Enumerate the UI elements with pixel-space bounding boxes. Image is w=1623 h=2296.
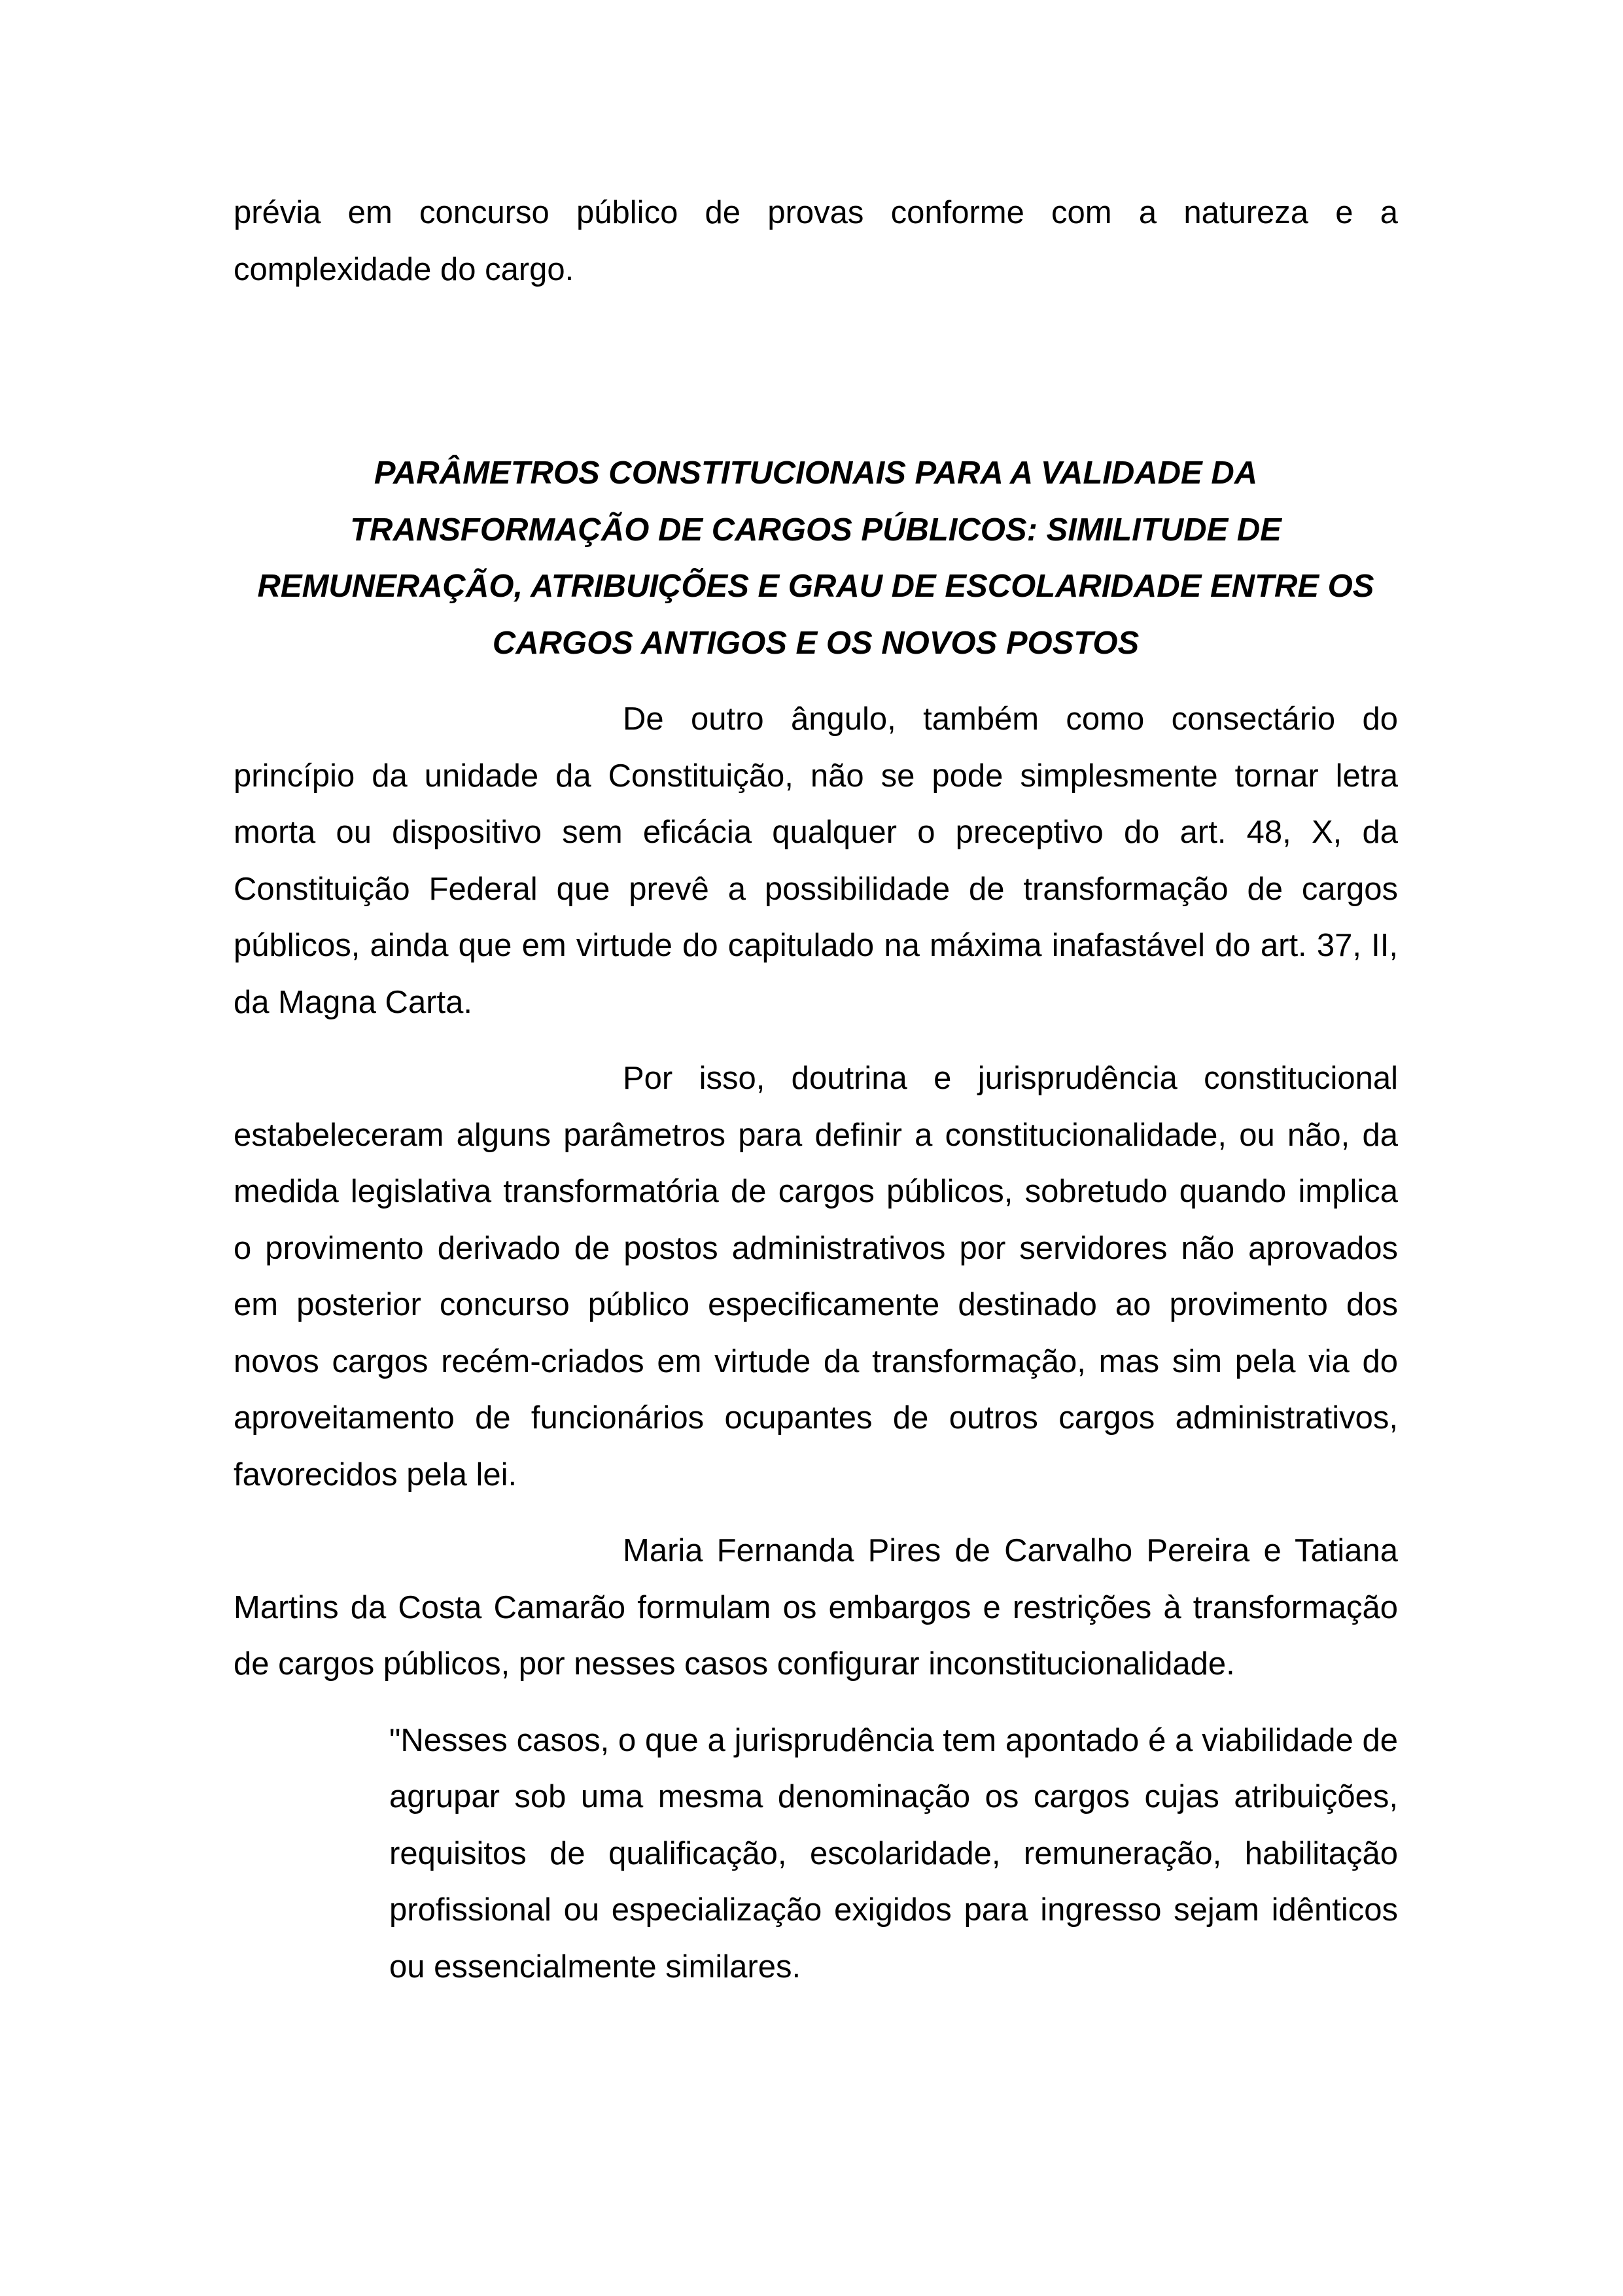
section-heading: PARÂMETROS CONSTITUCIONAIS PARA A VALIDADE DA TRANSFORMAÇÃO DE CARGOS PÚBLICOS: SIMILITUDE DE REMUNERAÇÃO, ATRIBUIÇÕES E GRAU DE ESCOLARIDADE ENTRE OS CARGOS ANTIGOS E OS NOVOS POSTOS (257, 455, 1374, 661)
block-quote: "Nesses casos, o que a jurisprudência tem apontado é a viabilidade de agrupar sob uma mesma denominação os cargos cujas atribuições, requisitos de qualificação, escolaridade, remuneração, habilitação profissional ou especialização exigidos para ingresso sejam idênticos ou essencialmente similares. (389, 1722, 1398, 1985)
document-page (234, 185, 1398, 1995)
paragraph-autoras: Maria Fernanda Pires de Carvalho Pereira e Tatiana Martins da Costa Camarão formulam os embargos e restrições à transformação de cargos públicos, por nesses casos configurar inconstitucionalidade. (234, 1533, 1398, 1682)
paragraph-continuation: prévia em concurso público de provas conforme com a natureza e a complexidade do cargo. (234, 195, 1398, 287)
paragraph-por-isso: Por isso, doutrina e jurisprudência constitucional estabeleceram alguns parâmetros para definir a constitucionalidade, ou não, da medida legislativa transformatória de cargos públicos, sobretudo quando implica o provimento derivado de postos administrativos por servidores não aprovados em posterior concurso público especificamente destinado ao provimento dos novos cargos recém-criados em virtude da transformação, mas sim pela via do aproveitamento de funcionários ocupantes de outros cargos administrativos, favorecidos pela lei. (234, 1061, 1398, 1492)
paragraph-outro-angulo: De outro ângulo, também como consectário do princípio da unidade da Constituição, não se pode simplesmente tornar letra morta ou dispositivo sem eficácia qualquer o preceptivo do art. 48, X, da Constituição Federal que prevê a possibilidade de transformação de cargos públicos, ainda que em virtude do capitulado na máxima inafastável do art. 37, II, da Magna Carta. (234, 701, 1398, 1020)
